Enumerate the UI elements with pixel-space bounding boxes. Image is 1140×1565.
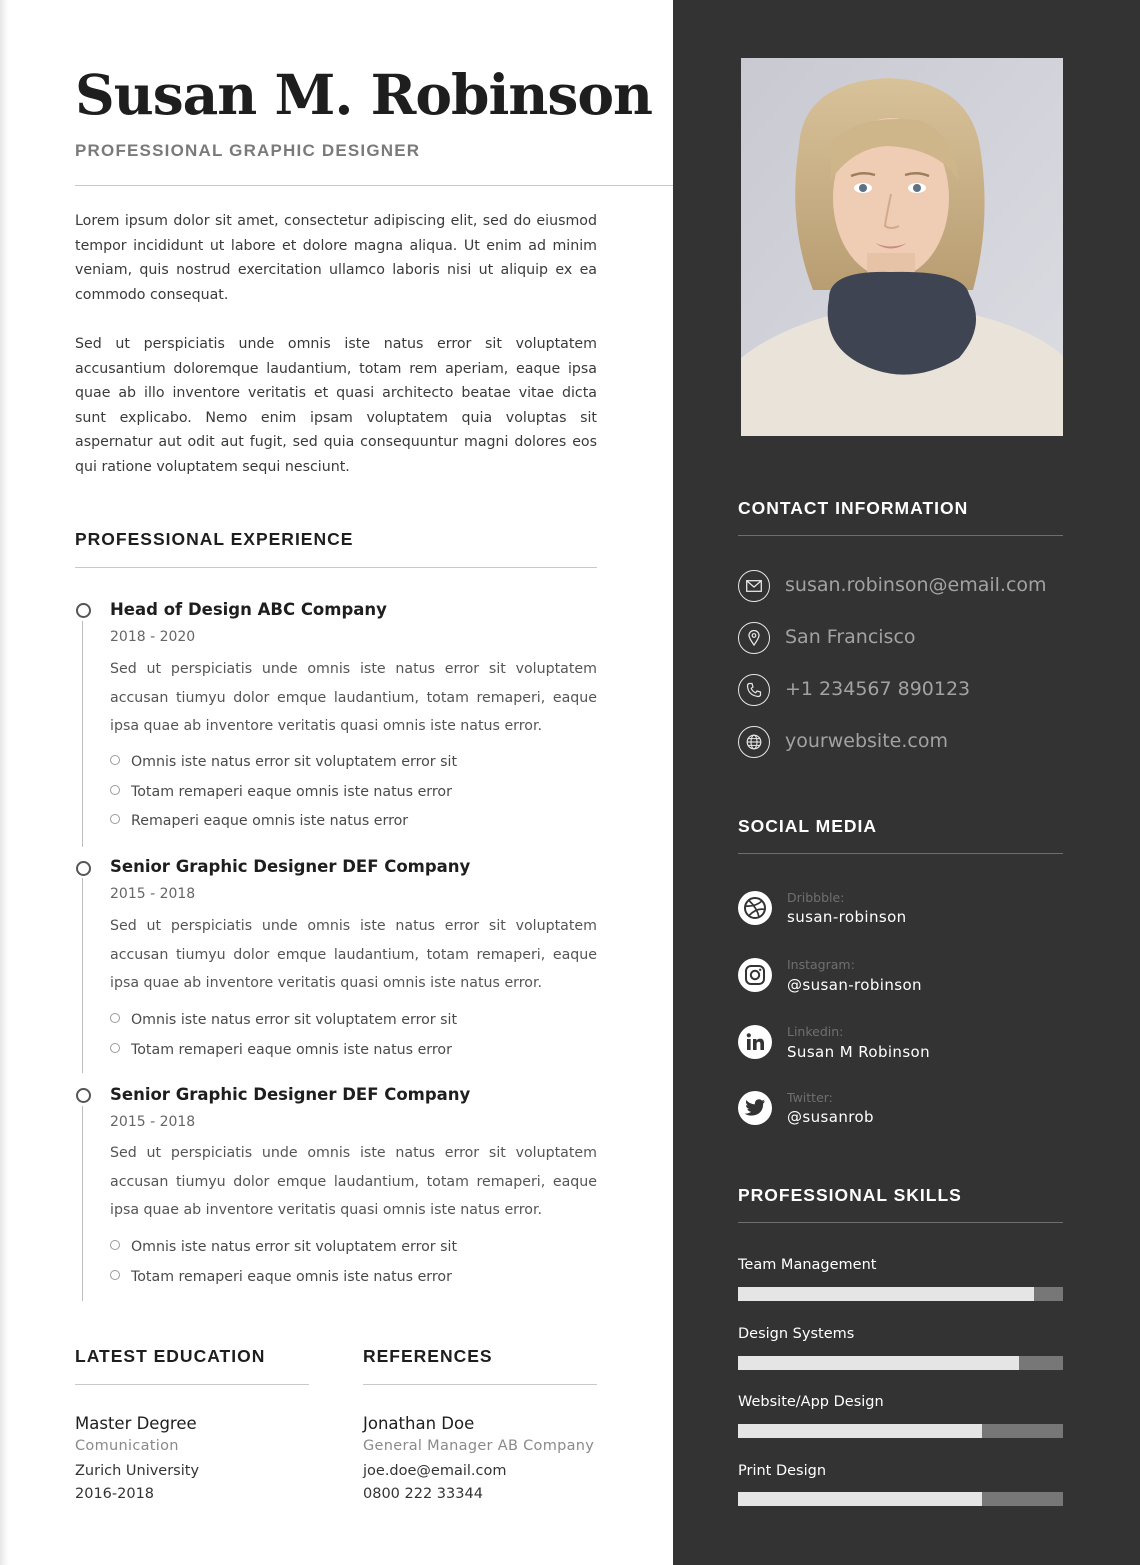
social-label: Dribbble: bbox=[787, 890, 845, 905]
skill-bar-fill bbox=[738, 1356, 1019, 1370]
header-divider bbox=[75, 185, 673, 186]
job-dates: 2015 - 2018 bbox=[110, 886, 196, 902]
bullet-circle-icon bbox=[110, 1270, 120, 1280]
candidate-title: PROFESSIONAL GRAPHIC DESIGNER bbox=[75, 141, 421, 160]
job-description: Sed ut perspiciatis unde omnis iste natus error sit voluptatem accusan tiumyu dolor emque laudantium, totam remaperi, eaque ipsa quae ab inventore veritatis quasi omnis iste natus error. bbox=[110, 918, 597, 991]
job-bullet-text: Remaperi eaque omnis iste natus error bbox=[131, 813, 409, 829]
job-bullet bbox=[110, 1012, 457, 1028]
bullet-circle-icon bbox=[110, 1043, 120, 1053]
skill-bar bbox=[738, 1424, 1063, 1438]
experience-section-title: PROFESSIONAL EXPERIENCE bbox=[75, 529, 354, 549]
contact-divider bbox=[738, 535, 1063, 536]
social-handle[interactable]: susan-robinson bbox=[787, 908, 907, 926]
skill-name: Website/App Design bbox=[738, 1394, 884, 1410]
references-divider bbox=[363, 1384, 597, 1385]
experience-divider bbox=[75, 567, 597, 568]
candidate-name: Susan M. Robinson bbox=[75, 62, 652, 127]
skill-name: Design Systems bbox=[738, 1326, 855, 1342]
bullet-circle-icon bbox=[110, 785, 120, 795]
skill-name: Print Design bbox=[738, 1463, 827, 1479]
job-bullet-text: Omnis iste natus error sit voluptatem error sit bbox=[131, 1012, 458, 1028]
profile-photo bbox=[741, 58, 1063, 436]
dribbble-icon[interactable] bbox=[738, 891, 772, 925]
job-bullet bbox=[110, 754, 457, 770]
twitter-icon[interactable] bbox=[738, 1091, 772, 1125]
timeline-dot bbox=[76, 861, 91, 876]
reference-name: Jonathan Doe bbox=[363, 1414, 475, 1433]
job-heading: Senior Graphic Designer DEF Company bbox=[110, 1085, 471, 1104]
globe-icon bbox=[738, 726, 770, 758]
contact-section-title: CONTACT INFORMATION bbox=[738, 498, 969, 518]
profile-paragraph-1: Lorem ipsum dolor sit amet, consectetur adipiscing elit, sed do eiusmod tempor incididunt ut labore et dolore magna aliqua. Ut enim ad minim veniam, quis nostrud exercitation ullamco laboris nisi ut aliquip ex ea commodo consequat. bbox=[75, 213, 597, 303]
bullet-circle-icon bbox=[110, 755, 120, 765]
job-bullet-text: Totam remaperi eaque omnis iste natus error bbox=[131, 1042, 452, 1058]
job-bullet bbox=[110, 784, 452, 800]
job-bullet-text: Totam remaperi eaque omnis iste natus error bbox=[131, 1269, 452, 1285]
envelope-icon bbox=[738, 570, 770, 602]
social-label: Twitter: bbox=[787, 1090, 833, 1105]
social-divider bbox=[738, 853, 1063, 854]
job-bullet-text: Totam remaperi eaque omnis iste natus error bbox=[131, 784, 452, 800]
reference-role: General Manager AB Company bbox=[363, 1438, 595, 1454]
skill-bar-fill bbox=[738, 1492, 982, 1506]
contact-phone[interactable]: +1 234567 890123 bbox=[785, 678, 971, 700]
instagram-icon[interactable] bbox=[738, 958, 772, 992]
education-field: Comunication bbox=[75, 1438, 179, 1454]
job-dates: 2015 - 2018 bbox=[110, 1114, 196, 1130]
job-description: Sed ut perspiciatis unde omnis iste natus error sit voluptatem accusan tiumyu dolor emque laudantium, totam remaperi, eaque ipsa quae ab inventore veritatis quasi omnis iste natus error. bbox=[110, 661, 597, 734]
job-bullet-text: Omnis iste natus error sit voluptatem error sit bbox=[131, 1239, 458, 1255]
phone-icon bbox=[738, 674, 770, 706]
job-bullet bbox=[110, 1239, 457, 1255]
contact-email[interactable]: susan.robinson@email.com bbox=[785, 574, 1047, 596]
social-label: Instagram: bbox=[787, 957, 855, 972]
social-handle[interactable]: @susan-robinson bbox=[787, 976, 922, 994]
timeline-dot bbox=[76, 1088, 91, 1103]
skill-bar-fill bbox=[738, 1287, 1034, 1301]
education-years: 2016-2018 bbox=[75, 1486, 155, 1502]
skill-bar bbox=[738, 1356, 1063, 1370]
education-school: Zurich University bbox=[75, 1463, 200, 1479]
education-degree: Master Degree bbox=[75, 1414, 197, 1433]
skill-bar bbox=[738, 1492, 1063, 1506]
job-bullet bbox=[110, 1042, 452, 1058]
timeline-line bbox=[82, 1106, 83, 1301]
skills-divider bbox=[738, 1222, 1063, 1223]
education-section-title: LATEST EDUCATION bbox=[75, 1346, 266, 1366]
education-divider bbox=[75, 1384, 309, 1385]
skill-bar bbox=[738, 1287, 1063, 1301]
bullet-circle-icon bbox=[110, 1013, 120, 1023]
job-heading: Head of Design ABC Company bbox=[110, 600, 387, 619]
references-section-title: REFERENCES bbox=[363, 1346, 493, 1366]
social-handle[interactable]: @susanrob bbox=[787, 1108, 874, 1126]
bullet-circle-icon bbox=[110, 1240, 120, 1250]
social-handle[interactable]: Susan M Robinson bbox=[787, 1043, 931, 1061]
job-heading: Senior Graphic Designer DEF Company bbox=[110, 857, 471, 876]
contact-website[interactable]: yourwebsite.com bbox=[785, 730, 948, 752]
social-label: Linkedin: bbox=[787, 1024, 844, 1039]
job-description: Sed ut perspiciatis unde omnis iste natus error sit voluptatem accusan tiumyu dolor emque laudantium, totam remaperi, eaque ipsa quae ab inventore veritatis quasi omnis iste natus error. bbox=[110, 1145, 597, 1218]
profile-paragraph-2: Sed ut perspiciatis unde omnis iste natus error sit voluptatem accusantium doloremque laudantium, totam rem aperiam, eaque ipsa quae ab illo inventore veritatis et quasi architecto beatae vitae dicta sunt explicabo. Nemo enim ipsam voluptatem quia voluptas sit aspernatur aut odit aut fugit, sed quia consequuntur magni dolores eos qui ratione voluptatem sequi nesciunt. bbox=[75, 336, 597, 475]
job-bullet bbox=[110, 1269, 452, 1285]
job-dates: 2018 - 2020 bbox=[110, 629, 196, 645]
job-bullet bbox=[110, 813, 408, 829]
contact-location: San Francisco bbox=[785, 626, 916, 648]
reference-email: joe.doe@email.com bbox=[363, 1463, 507, 1479]
skill-name: Team Management bbox=[738, 1257, 877, 1273]
linkedin-icon[interactable] bbox=[738, 1025, 772, 1059]
timeline-line bbox=[82, 878, 83, 1073]
bullet-circle-icon bbox=[110, 814, 120, 824]
location-pin-icon bbox=[738, 622, 770, 654]
social-section-title: SOCIAL MEDIA bbox=[738, 816, 878, 836]
skill-bar-fill bbox=[738, 1424, 982, 1438]
timeline-dot bbox=[76, 603, 91, 618]
skills-section-title: PROFESSIONAL SKILLS bbox=[738, 1185, 962, 1205]
timeline-line bbox=[82, 621, 83, 847]
job-bullet-text: Omnis iste natus error sit voluptatem error sit bbox=[131, 754, 458, 770]
reference-phone: 0800 222 33344 bbox=[363, 1486, 483, 1502]
